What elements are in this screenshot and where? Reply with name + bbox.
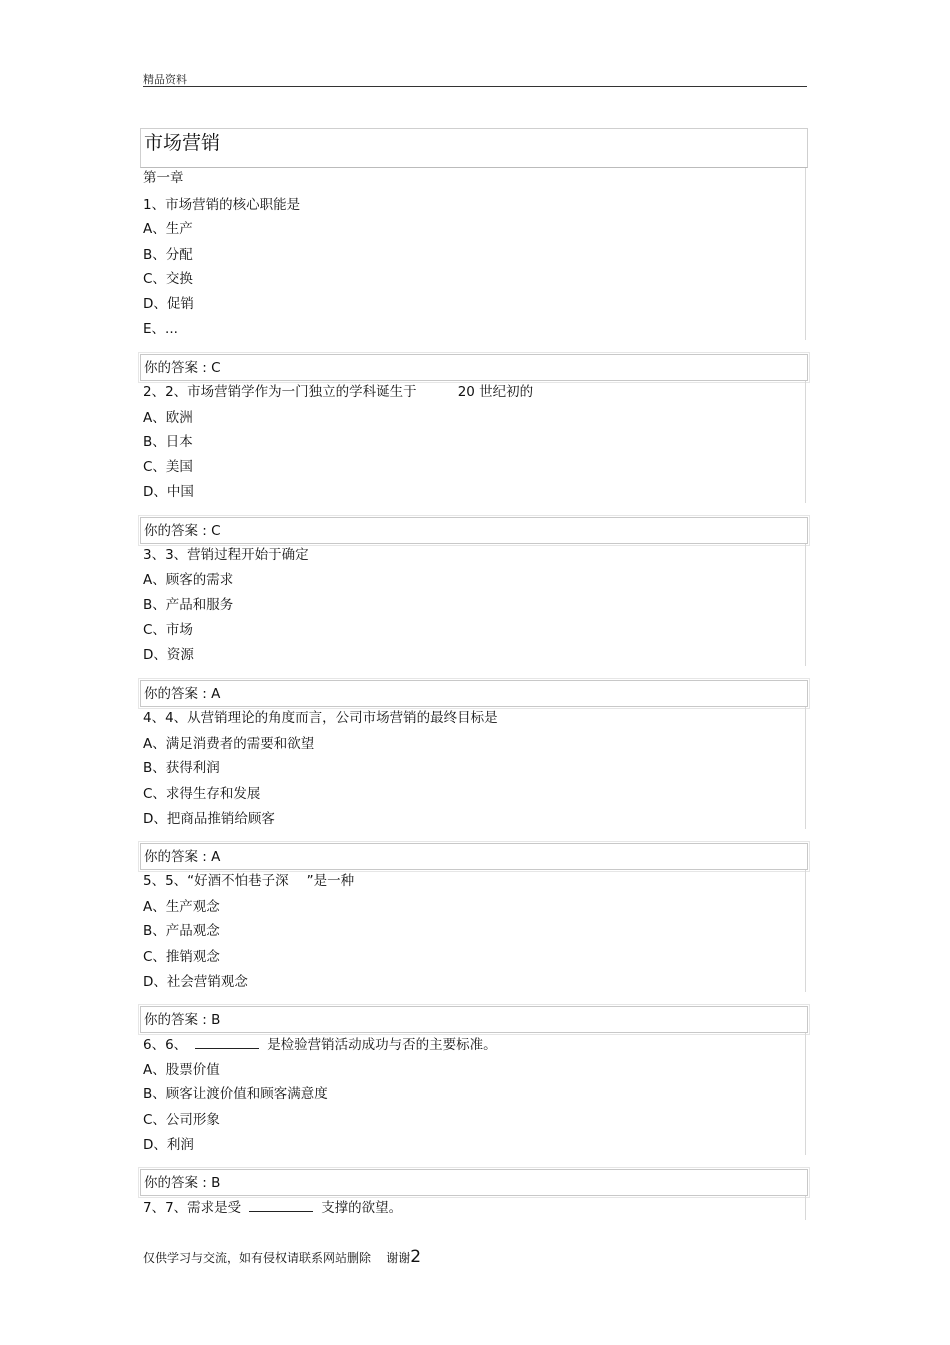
question-stem-part: 5、5、“好酒不怕巷子深 <box>143 873 289 889</box>
your-answer: 你的答案 : B <box>144 1012 221 1028</box>
option-c: C、市场 <box>143 622 193 638</box>
your-answer: 你的答案 : A <box>144 849 221 865</box>
option-b: B、产品和服务 <box>143 597 234 613</box>
option-c: C、公司形象 <box>143 1112 220 1128</box>
your-answer: 你的答案 : A <box>144 686 221 702</box>
your-answer: 你的答案 : B <box>144 1175 221 1191</box>
option-d: D、利润 <box>143 1137 194 1153</box>
question-stem-part: 7、7、需求是受 <box>143 1200 242 1216</box>
question-stem-part: 2、2、市场营销学作为一门独立的学科诞生于 <box>143 384 417 400</box>
question-stem: 3、3、营销过程开始于确定 <box>143 547 309 563</box>
option-d: D、中国 <box>143 484 194 500</box>
question-stem: 4、4、从营销理论的角度而言，公司市场营销的最终目标是 <box>143 710 498 726</box>
question-stem-part: 支撑的欲望。 <box>321 1200 403 1216</box>
block-border <box>805 870 806 992</box>
option-a: A、股票价值 <box>143 1062 220 1078</box>
page-footer <box>143 1248 421 1267</box>
answer-box <box>140 680 808 707</box>
page-number: 2 <box>410 1247 422 1267</box>
answer-box <box>140 1006 808 1033</box>
question-stem <box>143 383 533 401</box>
question-stem-part: 是检验营销活动成功与否的主要标准。 <box>267 1037 497 1053</box>
option-c: C、求得生存和发展 <box>143 786 261 802</box>
block-border <box>805 168 806 340</box>
option-d: D、社会营销观念 <box>143 974 248 990</box>
question-stem: 1、市场营销的核心职能是 <box>143 197 301 213</box>
question-stem-part: 6、6、 <box>143 1037 188 1053</box>
question-stem-part: ”是一种 <box>306 873 355 889</box>
option-c: C、交换 <box>143 271 193 287</box>
option-b: B、分配 <box>143 247 193 263</box>
option-a: A、顾客的需求 <box>143 572 234 588</box>
answer-box <box>140 517 808 544</box>
option-b: B、顾客让渡价值和顾客满意度 <box>143 1086 328 1102</box>
question-stem <box>143 1199 402 1217</box>
header-text: 精品资料 <box>143 73 187 86</box>
chapter-heading: 第一章 <box>143 170 184 186</box>
option-a: A、生产 <box>143 221 193 237</box>
option-a: A、满足消费者的需要和欲望 <box>143 736 315 752</box>
block-border <box>805 1033 806 1155</box>
footer-text: 仅供学习与交流，如有侵权请联系网站删除 谢谢 <box>143 1251 411 1265</box>
option-b: B、日本 <box>143 434 193 450</box>
fill-in-blank <box>195 1037 259 1049</box>
option-a: A、欧洲 <box>143 410 193 426</box>
question-stem-part: 20 世纪初的 <box>457 384 534 400</box>
title-box <box>140 128 808 168</box>
option-d: D、把商品推销给顾客 <box>143 811 275 827</box>
answer-box <box>140 1169 808 1196</box>
answer-box <box>140 843 808 870</box>
page-header <box>143 68 807 87</box>
answer-box <box>140 354 808 381</box>
block-border <box>805 707 806 829</box>
block-border <box>805 381 806 503</box>
your-answer: 你的答案 : C <box>144 523 221 539</box>
option-c: C、美国 <box>143 459 193 475</box>
block-border <box>805 1196 806 1220</box>
option-e: E、... <box>143 321 178 337</box>
document-title: 市场营销 <box>144 132 221 154</box>
option-b: B、产品观念 <box>143 923 220 939</box>
question-stem <box>143 1036 497 1054</box>
option-d: D、促销 <box>143 296 194 312</box>
your-answer: 你的答案 : C <box>144 360 221 376</box>
option-c: C、推销观念 <box>143 949 220 965</box>
option-b: B、获得利润 <box>143 760 220 776</box>
option-d: D、资源 <box>143 647 194 663</box>
question-stem <box>143 872 354 890</box>
block-border <box>805 544 806 666</box>
fill-in-blank <box>249 1200 313 1212</box>
option-a: A、生产观念 <box>143 899 220 915</box>
